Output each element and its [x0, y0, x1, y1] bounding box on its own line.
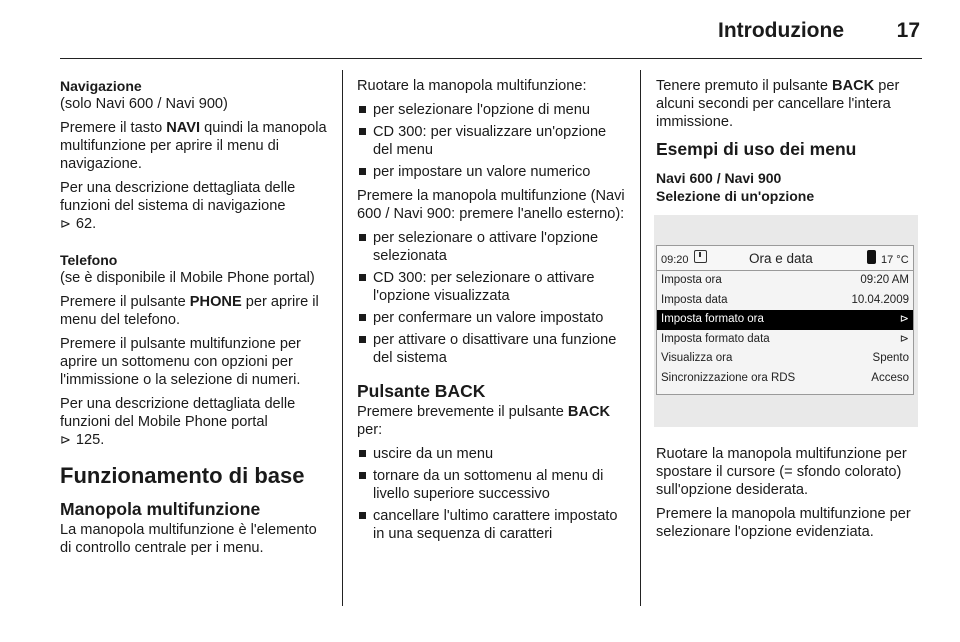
- text: quindi la manopola multifunzione per aprire il menu di navigazione.: [60, 120, 327, 172]
- header-title: Introduzione: [718, 19, 844, 42]
- examples-heading: Esempi di uso dei menu: [656, 139, 857, 159]
- column-3: [656, 77, 926, 547]
- menu-row[interactable]: [657, 271, 913, 291]
- press-intro: Premere la manopola multifunzione (Navi 600 / Navi 900: premere l'anello esterno):: [357, 188, 625, 222]
- tel-page-ref: 125.: [75, 432, 105, 448]
- screen-temperature: 17 °C: [881, 254, 909, 266]
- list-item: per impostare un valore numerico: [357, 163, 625, 181]
- chevron-right-icon: ⊳: [899, 313, 909, 326]
- list-item: CD 300: per visualizzare un'opzione del menu: [357, 123, 625, 159]
- infotainment-screen: [656, 245, 914, 395]
- menu-row[interactable]: [657, 349, 913, 369]
- phone-key: PHONE: [189, 294, 242, 310]
- select-heading: Selezione di un'opzione: [656, 188, 815, 204]
- header-rule: [60, 58, 922, 59]
- row-value: Acceso: [871, 371, 909, 384]
- row-value: 09:20 AM: [860, 274, 909, 286]
- rotate-paragraph: Ruotare la manopola multifunzione per spostare il cursore (= sfondo colorato) sull'opzione desiderata.: [656, 446, 907, 498]
- text: per aprire il menu del telefono.: [60, 294, 319, 328]
- text: Per una descrizione dettagliata delle funzioni del Mobile Phone portal: [60, 396, 296, 430]
- nav-paragraph-2: [60, 179, 328, 233]
- list-item: per selezionare o attivare l'opzione selezionata: [357, 229, 625, 265]
- list-item: cancellare l'ultimo carattere impostato in una sequenza di caratteri: [357, 507, 625, 543]
- menu-row[interactable]: [657, 330, 913, 350]
- screen-header: [657, 246, 913, 271]
- back-intro: [357, 403, 625, 439]
- row-label: Imposta ora: [661, 274, 722, 286]
- page-ref-icon: ⊳: [60, 432, 71, 447]
- column-2: [357, 77, 625, 549]
- navi-heading: Navi 600 / Navi 900: [656, 170, 782, 186]
- rotate-list: [357, 101, 625, 181]
- section-title: Funzionamento di base: [60, 463, 305, 488]
- text: per:: [357, 422, 383, 438]
- screen-title: Ora e data: [749, 251, 813, 266]
- text: Per una descrizione dettagliata delle funzioni del sistema di navigazione: [60, 180, 296, 214]
- press-list: [357, 229, 625, 367]
- row-label: Imposta formato data: [661, 332, 770, 345]
- display-screenshot: [654, 215, 918, 427]
- tel-paragraph-3: [60, 395, 328, 449]
- navi-key: NAVI: [166, 120, 201, 136]
- list-item: tornare da un sottomenu al menu di livello superiore successivo: [357, 467, 625, 503]
- list-item: per selezionare l'opzione di menu: [357, 101, 625, 119]
- chevron-right-icon: ⊳: [899, 332, 909, 345]
- row-label: Imposta formato ora: [661, 313, 764, 326]
- back-heading: Pulsante BACK: [357, 381, 486, 401]
- nav-heading: Navigazione: [60, 78, 142, 94]
- text: Premere brevemente il pulsante: [357, 404, 568, 420]
- clock-icon: [694, 250, 707, 263]
- column-divider-2: [640, 70, 641, 606]
- row-value: Spento: [872, 352, 909, 365]
- list-item: per confermare un valore impostato: [357, 309, 625, 327]
- knob-paragraph: La manopola multifunzione è l'elemento di controllo centrale per i menu.: [60, 522, 317, 556]
- hold-paragraph: [656, 77, 926, 131]
- nav-page-ref: 62.: [75, 216, 97, 232]
- menu-row[interactable]: [657, 369, 913, 389]
- page-ref-icon: ⊳: [60, 216, 71, 231]
- rotate-intro: Ruotare la manopola multifunzione:: [357, 78, 587, 94]
- nav-paragraph-1: [60, 119, 328, 173]
- tel-subtitle: (se è disponibile il Mobile Phone portal): [60, 270, 315, 286]
- tel-paragraph-1: [60, 293, 328, 329]
- list-item: CD 300: per selezionare o attivare l'opzione visualizzata: [357, 269, 625, 305]
- knob-heading: Manopola multifunzione: [60, 499, 261, 519]
- column-1: [60, 77, 328, 563]
- text: Premere il pulsante: [60, 294, 190, 310]
- row-label: Sincronizzazione ora RDS: [661, 371, 796, 384]
- menu-row-selected[interactable]: [657, 310, 913, 330]
- tel-heading: Telefono: [60, 252, 118, 268]
- row-label: Imposta data: [661, 293, 728, 306]
- row-value: 10.04.2009: [851, 293, 909, 306]
- page-number: 17: [896, 19, 920, 42]
- back-key: BACK: [832, 78, 875, 94]
- back-key: BACK: [567, 404, 611, 420]
- list-item: uscire da un menu: [357, 445, 625, 463]
- text: Premere il tasto: [60, 120, 167, 136]
- tel-paragraph-2: Premere il pulsante multifunzione per aprire un sottomenu con opzioni per l'immissione o la selezione di numeri.: [60, 336, 301, 388]
- nav-subtitle: (solo Navi 600 / Navi 900): [60, 96, 228, 112]
- thermometer-icon: [867, 250, 876, 264]
- list-item: per attivare o disattivare una funzione del sistema: [357, 331, 625, 367]
- menu-row[interactable]: [657, 291, 913, 311]
- row-label: Visualizza ora: [661, 352, 733, 365]
- press-paragraph: Premere la manopola multifunzione per selezionare l'opzione evidenziata.: [656, 506, 911, 540]
- back-list: [357, 445, 625, 543]
- text: per alcuni secondi per cancellare l'intera immissione.: [656, 78, 900, 130]
- screen-time: 09:20: [661, 254, 689, 266]
- column-divider-1: [342, 70, 343, 606]
- text: Tenere premuto il pulsante: [656, 78, 833, 94]
